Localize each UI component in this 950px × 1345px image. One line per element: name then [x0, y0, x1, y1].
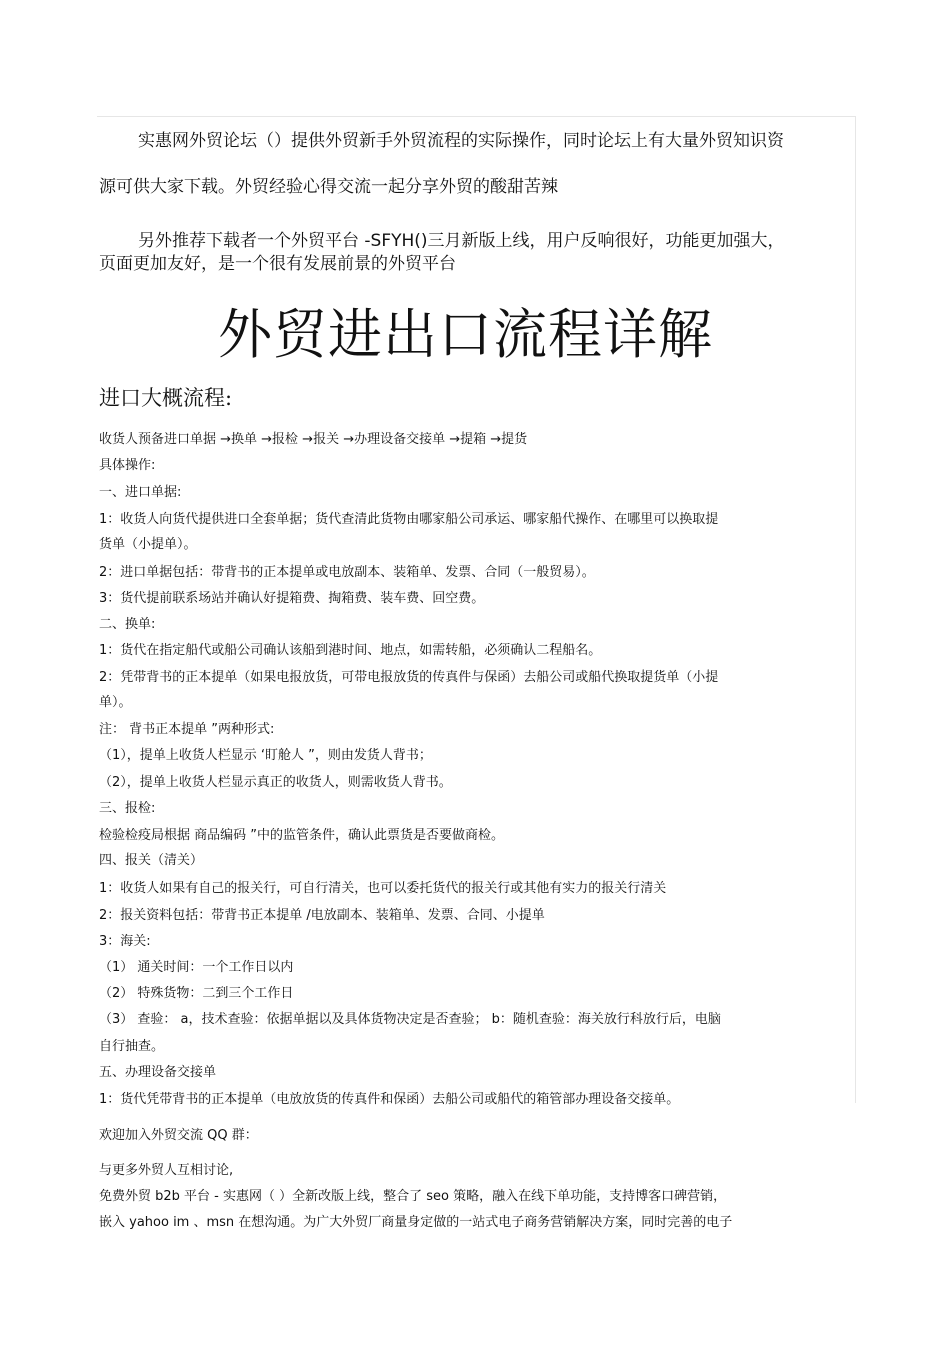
text-line: 注： 背书正本提单 ”两种形式: [99, 722, 275, 737]
section-title: 进口大概流程: [99, 386, 233, 410]
footer-line: 嵌入 yahoo im 、msn 在想沟通。为广大外贸厂商量身定做的一站式电子商务营销解决方案，同时完善的电子 [99, 1215, 733, 1230]
intro-line-2: 源可供大家下载。外贸经验心得交流一起分享外贸的酸甜苦辣 [99, 177, 558, 197]
text-line: （2） 特殊货物：二到三个工作日 [99, 986, 294, 1001]
text-line: 四、报关（清关） [99, 853, 204, 868]
text-line: 3：海关: [99, 934, 151, 949]
text-line: 2：进口单据包括：带背书的正本提单或电放副本、装箱单、发票、合同（一般贸易）。 [99, 565, 595, 580]
text-line: 1：收货人如果有自己的报关行，可自行清关，也可以委托货代的报关行或其他有实力的报关行清关 [99, 881, 667, 896]
text-line: 1：货代在指定船代或船公司确认该船到港时间、地点，如需转船，必须确认二程船名。 [99, 643, 602, 658]
text-line: 五、办理设备交接单 [99, 1065, 217, 1080]
text-line: 1：货代凭带背书的正本提单（电放放货的传真件和保函）去船公司或船代的箱管部办理设备交接单。 [99, 1092, 680, 1107]
text-line: 2：凭带背书的正本提单（如果电报放货，可带电报放货的传真件与保函）去船公司或船代换取提货单（小提 [99, 670, 719, 685]
text-line: 三、报检: [99, 801, 156, 816]
text-line: 自行抽查。 [99, 1039, 165, 1054]
text-line: 具体操作: [99, 458, 156, 473]
footer-line: 免费外贸 b2b 平台 - 实惠网（ ）全新改版上线，整合了 seo 策略，融入在线下单功能，支持博客口碑营销， [99, 1189, 727, 1204]
text-line: 收货人预备进口单据 →换单 →报检 →报关 →办理设备交接单 →提箱 →提货 [99, 432, 528, 447]
text-line: 1：收货人向货代提供进口全套单据；货代查清此货物由哪家船公司承运、哪家船代操作、在哪里可以换取提 [99, 512, 719, 527]
intro-line-1: 实惠网外贸论坛（）提供外贸新手外贸流程的实际操作，同时论坛上有大量外贸知识资 [138, 131, 784, 151]
footer-qq-group: 欢迎加入外贸交流 QQ 群： [99, 1128, 258, 1143]
text-line: （1），提单上收货人栏显示 ‘盯舱人 ”，则由发货人背书； [99, 748, 432, 763]
text-line: 一、进口单据: [99, 485, 182, 500]
text-line: 3：货代提前联系场站并确认好提箱费、掏箱费、装车费、回空费。 [99, 591, 485, 606]
intro-line-3: 另外推荐下载者一个外贸平台 -SFYH()三月新版上线，用户反响很好，功能更加强大， [138, 231, 785, 251]
page-title: 外贸进出口流程详解 [218, 303, 713, 366]
footer-line: 与更多外贸人互相讨论, [99, 1163, 234, 1178]
text-line: 货单（小提单）。 [99, 537, 197, 552]
text-line: 二、换单: [99, 617, 156, 632]
text-line: （3） 查验： a，技术查验：依据单据以及具体货物决定是否查验； b：随机查验：海关放行科放行后，电脑 [99, 1012, 721, 1027]
text-line: 检验检疫局根据 商品编码 ”中的监管条件，确认此票货是否要做商检。 [99, 828, 504, 843]
text-line: （1） 通关时间：一个工作日以内 [99, 960, 294, 975]
text-line: （2），提单上收货人栏显示真正的收货人，则需收货人背书。 [99, 775, 452, 790]
text-line: 2：报关资料包括：带背书正本提单 /电放副本、装箱单、发票、合同、小提单 [99, 908, 545, 923]
text-line: 单）。 [99, 695, 132, 710]
intro-line-4: 页面更加友好，是一个很有发展前景的外贸平台 [99, 254, 456, 274]
